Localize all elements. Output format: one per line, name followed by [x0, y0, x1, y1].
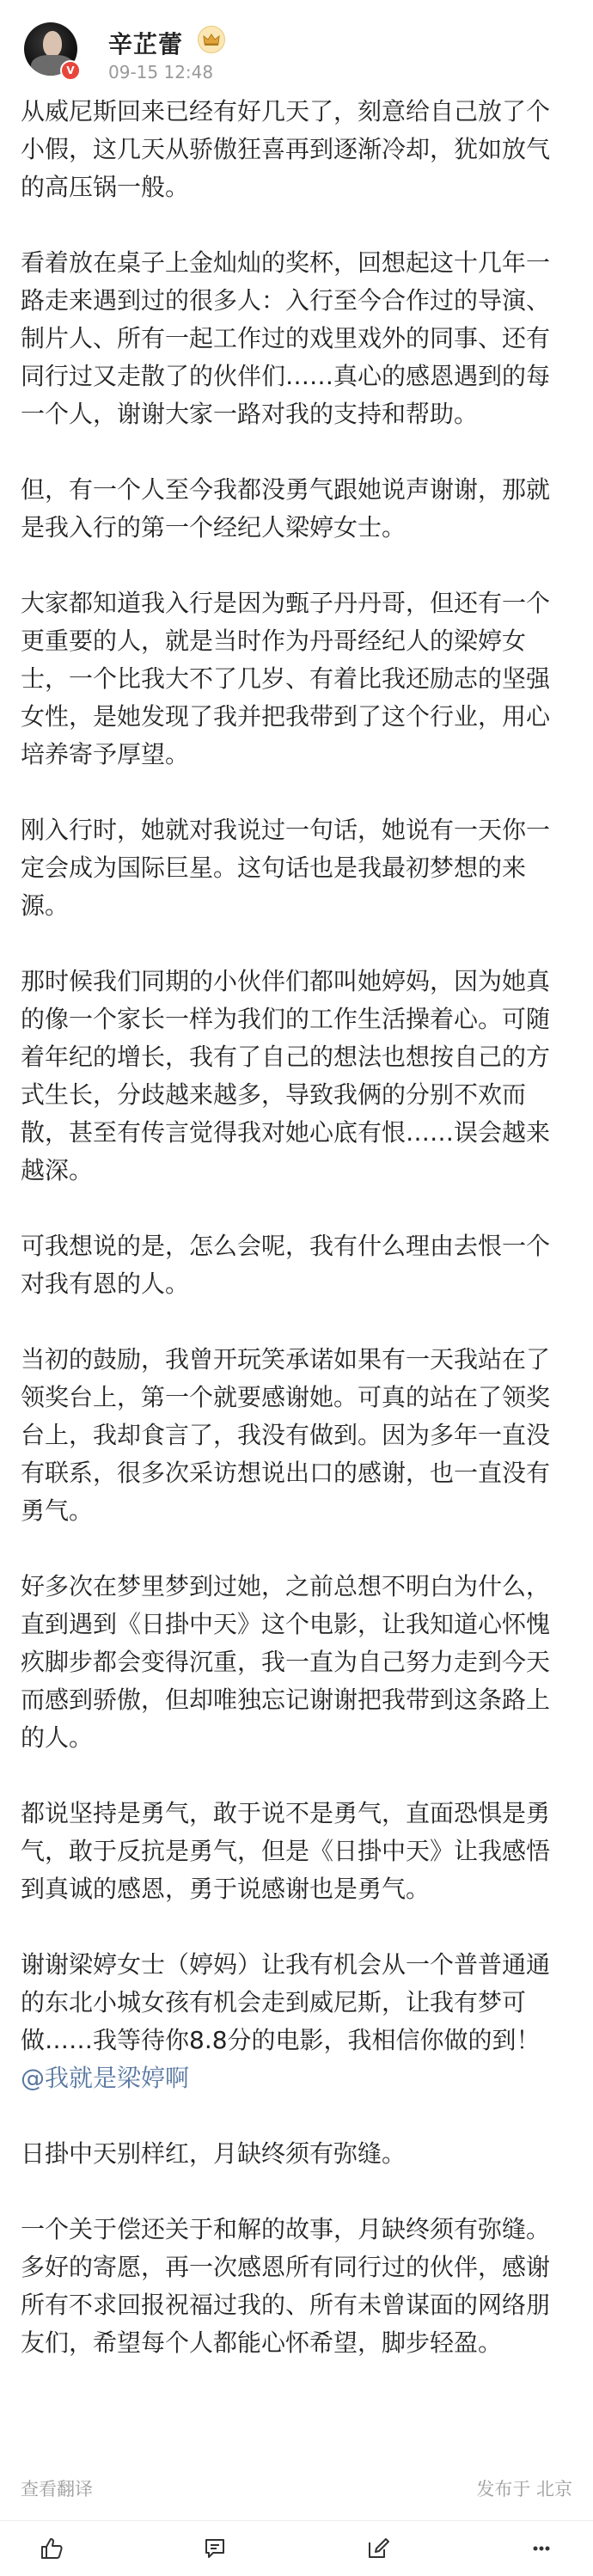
post-paragraph: 从威尼斯回来已经有好几天了，刻意给自己放了个小假，这几天从骄傲狂喜再到逐渐冷却，犹如放气的高压锅一般。 [21, 97, 551, 201]
post-paragraph: 好多次在梦里梦到过她，之前总想不明白为什么，直到遇到《日掛中天》这个电影，让我知道心怀愧疚脚步都会变得沉重，我一直为自己努力走到今天而感到骄傲，但却唯独忘记谢谢把我带到这条路上的人。 [21, 1572, 551, 1752]
like-thumb-icon[interactable] [34, 2531, 69, 2566]
post-paragraph: 可我想说的是，怎么会呢，我有什么理由去恨一个对我有恩的人。 [21, 1232, 551, 1298]
post-paragraph: 看着放在桌子上金灿灿的奖杯，回想起这十几年一路走来遇到过的很多人：入行至今合作过的导演、制片人、所有一起工作过的戏里戏外的同事、还有同行过又走散了的伙伴们……真心的感恩遇到的每一个人，谢谢大家一路对我的支持和帮助。 [21, 248, 551, 428]
action-bar [0, 2520, 593, 2576]
post-paragraph: 谢谢梁婷女士（婷妈）让我有机会从一个普普通通的东北小城女孩有机会走到威尼斯，让我有梦可做……我等待你8.8分的电影，我相信你做的到！ [21, 1950, 551, 2054]
crown-member-icon[interactable] [198, 26, 225, 53]
post-paragraph: 刚入行时，她就对我说过一句话，她说有一天你一定会成为国际巨星。这句话也是我最初梦想的来源。 [21, 816, 551, 920]
post-time: 09-15 12:48 [108, 62, 214, 83]
post-meta [21, 2475, 572, 2501]
post-paragraph: 一个关于偿还关于和解的故事，月缺终须有弥缝。多好的寄愿，再一次感恩所有同行过的伙伴，感谢所有不求回报祝福过我的、所有未曾谋面的网络朋友们，希望每个人都能心怀希望，脚步轻盈。 [21, 2215, 551, 2357]
verified-v-icon: V [60, 60, 81, 81]
post-paragraph: 那时候我们同期的小伙伴们都叫她婷妈，因为她真的像一个家长一样为我们的工作生活操着心。可随着年纪的增长，我有了自己的想法也想按自己的方式生长，分歧越来越多，导致我俩的分别不欢而散，甚至有传言觉得我对她心底有恨……误会越来越深。 [21, 967, 551, 1184]
more-dots-icon[interactable] [524, 2531, 559, 2566]
comment-bubble-icon[interactable] [198, 2531, 232, 2566]
user-name[interactable]: 辛芷蕾 [108, 30, 184, 58]
post-content [21, 93, 571, 2362]
post-paragraph: 但，有一个人至今我都没勇气跟她说声谢谢，那就是我入行的第一个经纪人梁婷女士。 [21, 475, 551, 542]
edit-pencil-icon[interactable] [361, 2531, 395, 2566]
avatar-face [43, 31, 62, 57]
post-header [0, 0, 593, 95]
mention-link[interactable]: @我就是梁婷啊 [21, 2064, 190, 2092]
post-paragraph: 日掛中天别样红，月缺终须有弥缝。 [21, 2139, 407, 2168]
post-location: 发布于 北京 [476, 2479, 572, 2500]
post-paragraph: 当初的鼓励，我曾开玩笑承诺如果有一天我站在了领奖台上，第一个就要感谢她。可真的站在了领奖台上，我却食言了，我没有做到。因为多年一直没有联系，很多次采访想说出口的感谢，也一直没有勇气。 [21, 1345, 551, 1525]
translate-link[interactable]: 查看翻译 [21, 2479, 93, 2500]
post-paragraph: 都说坚持是勇气，敢于说不是勇气，直面恐惧是勇气，敢于反抗是勇气，但是《日掛中天》让我感悟到真诚的感恩，勇于说感谢也是勇气。 [21, 1799, 551, 1903]
post-paragraph: 大家都知道我入行是因为甄子丹丹哥，但还有一个更重要的人，就是当时作为丹哥经纪人的梁婷女士，一个比我大不了几岁、有着比我还励志的坚强女性，是她发现了我并把我带到了这个行业，用心培养寄予厚望。 [21, 589, 551, 768]
